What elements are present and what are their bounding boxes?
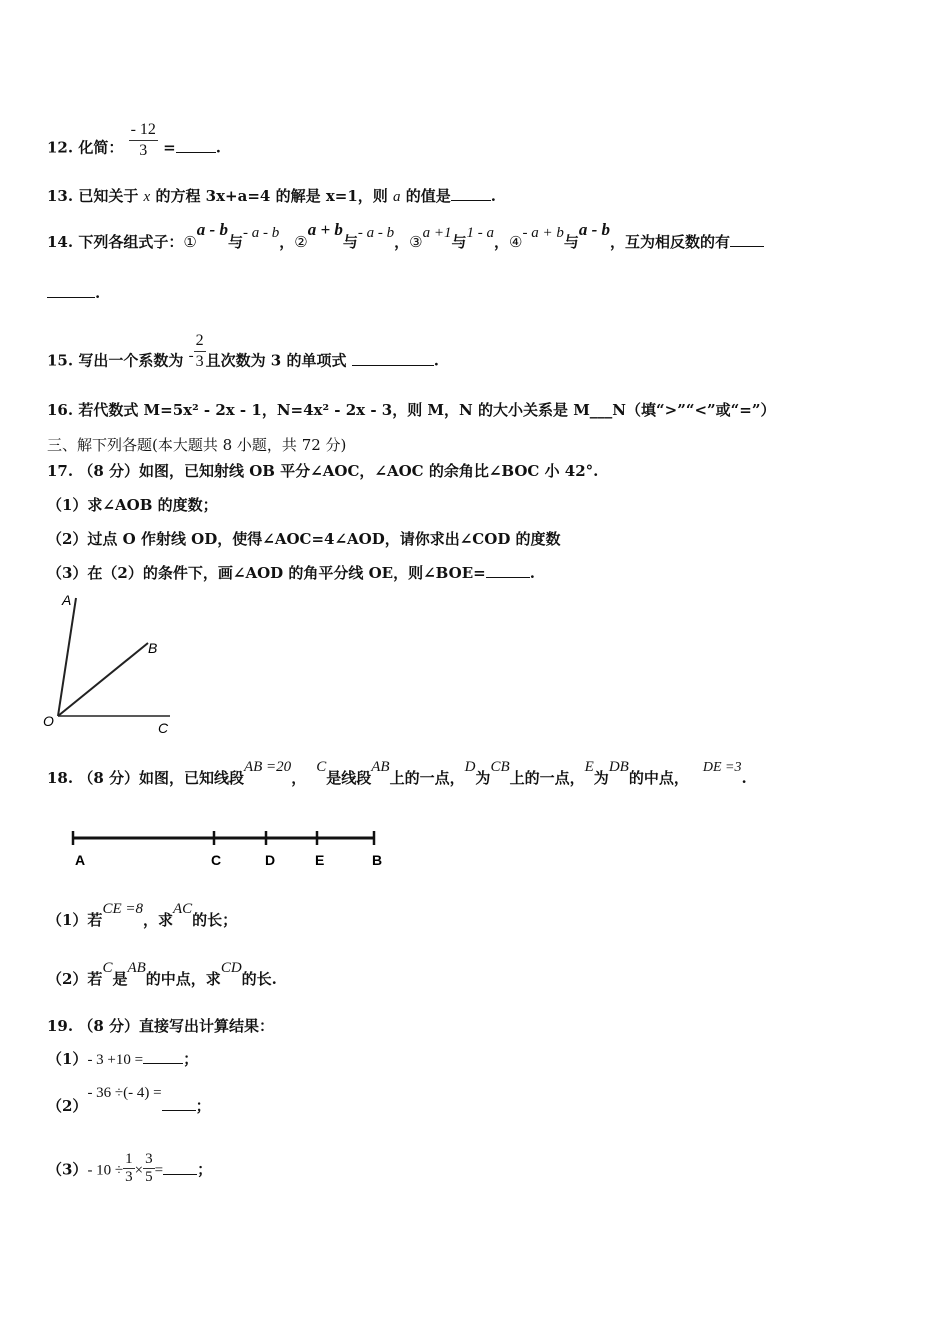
q18-s2-text-3: 的中点，求 <box>145 970 221 988</box>
q18-math-cb: CB <box>490 759 510 775</box>
q19-s3-frac1-den: 3 <box>125 1169 133 1185</box>
q15-neg: - <box>188 347 194 364</box>
q14-circle-4: ④ <box>509 235 523 251</box>
q18-text-5: 上的一点， <box>509 769 585 787</box>
label-C: C <box>158 720 169 736</box>
q14-label: 14. 下列各组式子： <box>47 233 184 251</box>
q19-s3-times: × <box>134 1162 144 1179</box>
q14-blank-a[interactable] <box>730 232 764 247</box>
q13-text-3: 的解是 <box>270 187 326 205</box>
q18-math-ab: AB <box>371 759 390 775</box>
question-17-sub-3 <box>47 563 535 583</box>
q12-end: . <box>215 138 221 157</box>
q14-expr-1b: - a - b <box>242 225 280 241</box>
question-19-stem: 19. （8 分）直接写出计算结果： <box>47 1017 274 1035</box>
q19-s2-expr: - 36 ÷(- 4) = <box>87 1085 162 1101</box>
q14-expr-2a: a + b <box>307 220 343 239</box>
q19-s3-frac-2 <box>143 1151 155 1186</box>
q19-s1-expr: - 3 +10 = <box>87 1052 144 1068</box>
section-3-title: 三、解下列各题(本大题共 8 小题，共 72 分) <box>47 436 347 454</box>
q18-s2-text-4: 的长. <box>241 970 277 988</box>
q19-s3-frac2-num: 3 <box>145 1151 153 1167</box>
q15-label: 15. 写出一个系数为 <box>47 351 184 370</box>
ray-oa <box>58 598 76 716</box>
q14-sep-3: ， <box>494 233 510 251</box>
q14-expr-2b: - a - b <box>357 225 395 241</box>
q18-text-2: 是线段 <box>326 769 372 787</box>
q18-s2-text-1: （2）若 <box>47 970 103 988</box>
question-17-stem: 17. （8 分）如图，已知射线 OB 平分∠AOC，∠AOC 的余角比∠BOC 小 42°. <box>47 462 599 480</box>
q13-var-a: a <box>393 189 401 205</box>
q14-circle-3: ③ <box>409 235 423 251</box>
question-17-sub-1: （1）求∠AOB 的度数； <box>47 496 218 514</box>
q18-text-6: 为 <box>593 769 609 787</box>
question-19-sub-1 <box>47 1049 198 1070</box>
q18-math-e: E <box>584 759 594 775</box>
q19-s3-blank[interactable] <box>163 1160 197 1175</box>
q13-equation: 3x+a=4 <box>205 187 271 205</box>
q19-s1-label: （1） <box>47 1050 88 1068</box>
seg-label-E: E <box>315 852 325 868</box>
q12-label: 12. 化简： <box>47 138 124 157</box>
q12-frac-num: - 12 <box>129 120 158 141</box>
q18-s1-math-ac: AC <box>173 901 193 917</box>
angle-figure <box>38 588 188 738</box>
question-17-sub-2: （2）过点 O 作射线 OD，使得∠AOC=4∠AOD，请你求出∠COD 的度数 <box>47 530 561 548</box>
ray-ob <box>58 643 148 716</box>
q18-s1-text-3: 的长； <box>192 911 238 929</box>
q19-s3-frac1-num: 1 <box>125 1151 133 1167</box>
q19-s3-eq: = <box>154 1162 164 1179</box>
seg-label-C: C <box>211 852 222 868</box>
question-19-sub-2 <box>47 1085 211 1117</box>
segment-figure <box>66 826 396 870</box>
label-A: A <box>62 592 72 608</box>
question-13 <box>47 186 496 207</box>
q14-sep-2: ， <box>394 233 410 251</box>
q18-math-de3: DE =3 <box>702 760 742 775</box>
q15-fraction <box>194 331 206 372</box>
q18-text-3: 上的一点， <box>389 769 465 787</box>
q15-blank[interactable] <box>352 351 434 366</box>
q15-frac-num: 2 <box>194 331 206 352</box>
q19-s3-label: （3） <box>47 1160 88 1179</box>
q18-math-db: DB <box>608 759 629 775</box>
q19-s3-frac2-den: 5 <box>145 1169 153 1185</box>
q19-s3-semi: ； <box>197 1160 213 1179</box>
q17-s3-text: （3）在（2）的条件下，画∠AOD 的角平分线 OE，则∠BOE= <box>47 564 486 582</box>
q19-s3-frac-1 <box>123 1151 135 1186</box>
q12-blank[interactable] <box>176 138 216 153</box>
q18-math-d: D <box>464 759 476 775</box>
q14-expr-4a: - a + b <box>522 225 564 241</box>
question-16: 16. 若代数式 M=5x² - 2x - 1，N=4x² - 2x - 3，则 M，N 的大小关系是 M___N（填“>”“<”或“=”） <box>47 401 776 419</box>
q18-end: . <box>741 769 747 787</box>
q13-text-1: 13. 已知关于 <box>47 187 144 205</box>
q18-s2-math-ab: AB <box>127 960 146 976</box>
question-14-cont <box>47 283 100 303</box>
q12-eq: = <box>163 138 176 157</box>
q18-comma: ， <box>291 769 307 787</box>
q18-s1-text-2: ，求 <box>142 911 173 929</box>
q18-s1-math-ce: CE =8 <box>102 901 143 917</box>
q19-s2-semi: ； <box>195 1097 211 1115</box>
q14-expr-3a: a +1 <box>422 225 452 241</box>
q15-end: . <box>433 351 439 370</box>
q13-end: . <box>490 187 496 205</box>
q19-s2-label: （2） <box>47 1097 88 1115</box>
q12-fraction <box>129 120 158 161</box>
seg-label-A: A <box>75 852 86 868</box>
q15-frac-den: 3 <box>195 353 204 370</box>
q14-with-3: 与 <box>451 233 467 251</box>
q18-math-c: C <box>316 759 327 775</box>
q18-text-1: 18. （8 分）如图，已知线段 <box>47 769 244 787</box>
q18-s2-math-c: C <box>102 960 113 976</box>
q14-expr-3b: 1 - a <box>466 225 494 241</box>
question-18-sub-2 <box>47 960 277 990</box>
question-18-sub-1 <box>47 901 238 931</box>
q14-circle-1: ① <box>183 235 197 251</box>
question-18-stem <box>47 759 747 790</box>
q14-expr-4b: a - b <box>578 220 611 239</box>
q15-tail: 且次数为 3 的单项式 <box>205 351 347 370</box>
q18-math-ab20: AB =20 <box>243 759 292 775</box>
q17-s3-end: . <box>529 564 535 582</box>
q18-text-4: 为 <box>475 769 491 787</box>
q18-s1-text-1: （1）若 <box>47 911 103 929</box>
q19-s3-expr: - 10 ÷ <box>87 1162 124 1179</box>
question-14 <box>47 220 764 253</box>
q18-s2-math-cd: CD <box>220 960 242 976</box>
q13-blank[interactable] <box>451 186 491 201</box>
question-15 <box>47 332 439 382</box>
q14-with-4: 与 <box>563 233 579 251</box>
seg-label-D: D <box>265 852 276 868</box>
label-O: O <box>43 713 54 729</box>
q18-text-7: 的中点， <box>628 769 689 787</box>
q14-end: . <box>95 284 101 302</box>
q13-text-2: 的方程 <box>150 187 206 205</box>
q12-frac-den: 3 <box>139 142 148 159</box>
q19-s2-blank[interactable] <box>162 1096 196 1111</box>
seg-label-B: B <box>372 852 383 868</box>
question-12 <box>47 121 221 169</box>
q18-s2-text-2: 是 <box>112 970 128 988</box>
q14-tail: ，互为相反数的有 <box>610 233 731 251</box>
question-19-sub-3 <box>47 1153 212 1188</box>
q13-solution: x=1 <box>325 187 358 205</box>
label-B: B <box>148 640 158 656</box>
q17-blank[interactable] <box>486 563 530 578</box>
q14-sep-1: ， <box>279 233 295 251</box>
q13-text-5: 的值是 <box>400 187 451 205</box>
q14-blank-b[interactable] <box>47 283 95 298</box>
q13-var-x: x <box>143 189 151 205</box>
q14-circle-2: ② <box>294 235 308 251</box>
q14-with-2: 与 <box>342 233 358 251</box>
q19-s1-semi: ； <box>183 1050 199 1068</box>
q13-text-4: ，则 <box>357 187 393 205</box>
q19-s1-blank[interactable] <box>143 1049 183 1064</box>
q14-with-1: 与 <box>227 233 243 251</box>
q14-expr-1a: a - b <box>196 220 228 239</box>
